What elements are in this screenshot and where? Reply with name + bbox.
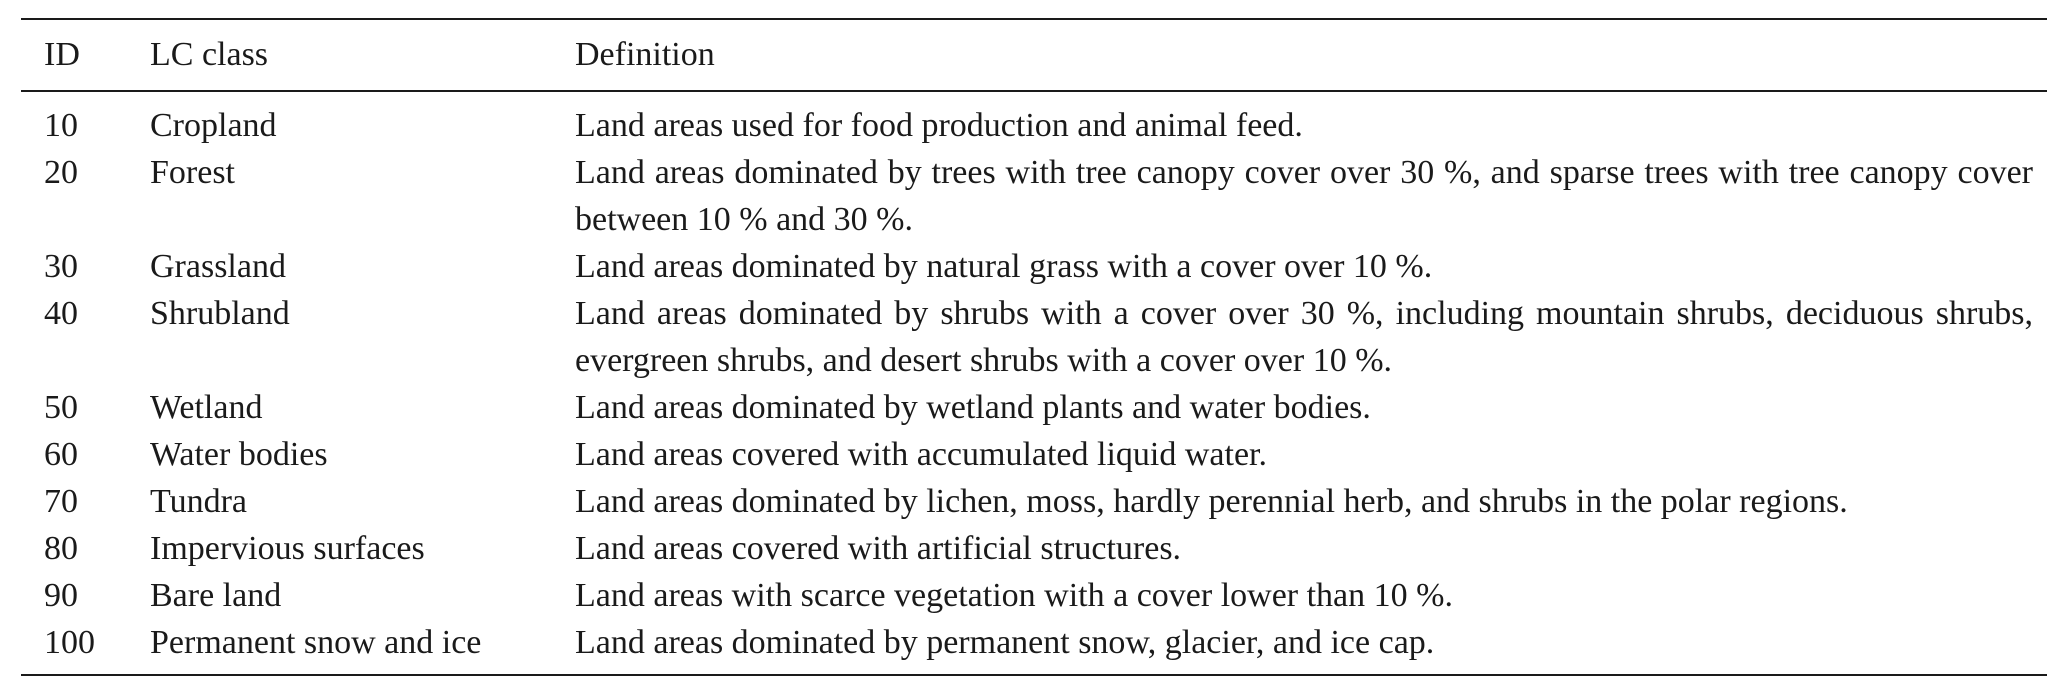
- cell-id: 10: [44, 107, 78, 144]
- cell-lc-class: Permanent snow and ice: [150, 624, 482, 661]
- cell-definition: [575, 478, 2047, 525]
- cell-id: 70: [44, 483, 78, 520]
- cell-definition: [575, 525, 2047, 572]
- cell-lc-class: Water bodies: [150, 436, 328, 473]
- table-row: [21, 478, 2047, 525]
- cell-lc-class: Forest: [150, 154, 235, 191]
- land-cover-table: [21, 18, 2047, 676]
- cell-id: 30: [44, 248, 78, 285]
- cell-definition: [575, 572, 2047, 619]
- table-row: [21, 384, 2047, 431]
- header-lc-class: LC class: [150, 36, 269, 73]
- cell-definition: [575, 149, 2047, 243]
- cell-definition: [575, 290, 2047, 384]
- header-id: ID: [44, 36, 80, 73]
- lc-class-table-body: [21, 92, 2047, 674]
- table-row: [21, 149, 2047, 243]
- definition-text: Land areas dominated by permanent snow, glacier, and ice cap.: [575, 624, 1435, 661]
- bottom-rule: [21, 674, 2047, 676]
- cell-id: 40: [44, 295, 78, 332]
- cell-id: 80: [44, 530, 78, 567]
- table-row: [21, 243, 2047, 290]
- cell-lc-class: Bare land: [150, 577, 282, 614]
- cell-lc-class: Cropland: [150, 107, 277, 144]
- definition-text: Land areas covered with accumulated liquid water.: [575, 436, 1267, 473]
- cell-lc-class: Impervious surfaces: [150, 530, 425, 567]
- cell-id: 20: [44, 154, 78, 191]
- cell-lc-class: Shrubland: [150, 295, 290, 332]
- header-row: [21, 20, 2047, 90]
- cell-id: 50: [44, 389, 78, 426]
- definition-text: Land areas dominated by trees with tree canopy cover over 30 %, and sparse trees with tree canopy cover between 10 % and 30 %.: [575, 154, 2033, 238]
- table-body: [21, 92, 2047, 674]
- definition-text: Land areas dominated by wetland plants and water bodies.: [575, 389, 1371, 426]
- definition-text: Land areas used for food production and animal feed.: [575, 107, 1303, 144]
- definition-text: Land areas covered with artificial structures.: [575, 530, 1182, 567]
- cell-definition: [575, 431, 2047, 478]
- cell-definition: [575, 243, 2047, 290]
- cell-lc-class: Grassland: [150, 248, 286, 285]
- cell-lc-class: Tundra: [150, 483, 247, 520]
- definition-text: Land areas dominated by shrubs with a cover over 30 %, including mountain shrubs, deciduous shrubs, evergreen shrubs, and desert shrubs with a cover over 10 %.: [575, 295, 2033, 379]
- table-row: [21, 431, 2047, 478]
- cell-definition: [575, 384, 2047, 431]
- table-header: [21, 20, 2047, 90]
- cell-id: 60: [44, 436, 78, 473]
- table-row: [21, 619, 2047, 674]
- cell-definition: [575, 92, 2047, 149]
- definition-text: Land areas dominated by natural grass with a cover over 10 %.: [575, 248, 1433, 285]
- cell-id: 90: [44, 577, 78, 614]
- definition-text: Land areas with scarce vegetation with a cover lower than 10 %.: [575, 577, 1453, 614]
- table-row: [21, 525, 2047, 572]
- header-definition: Definition: [575, 36, 715, 73]
- table-row: [21, 572, 2047, 619]
- cell-lc-class: Wetland: [150, 389, 263, 426]
- definition-text: Land areas dominated by lichen, moss, hardly perennial herb, and shrubs in the polar regions.: [575, 483, 1848, 520]
- cell-definition: [575, 619, 2047, 674]
- lc-class-table: [21, 20, 2047, 90]
- table-row: [21, 92, 2047, 149]
- cell-id: 100: [44, 624, 95, 661]
- table-row: [21, 290, 2047, 384]
